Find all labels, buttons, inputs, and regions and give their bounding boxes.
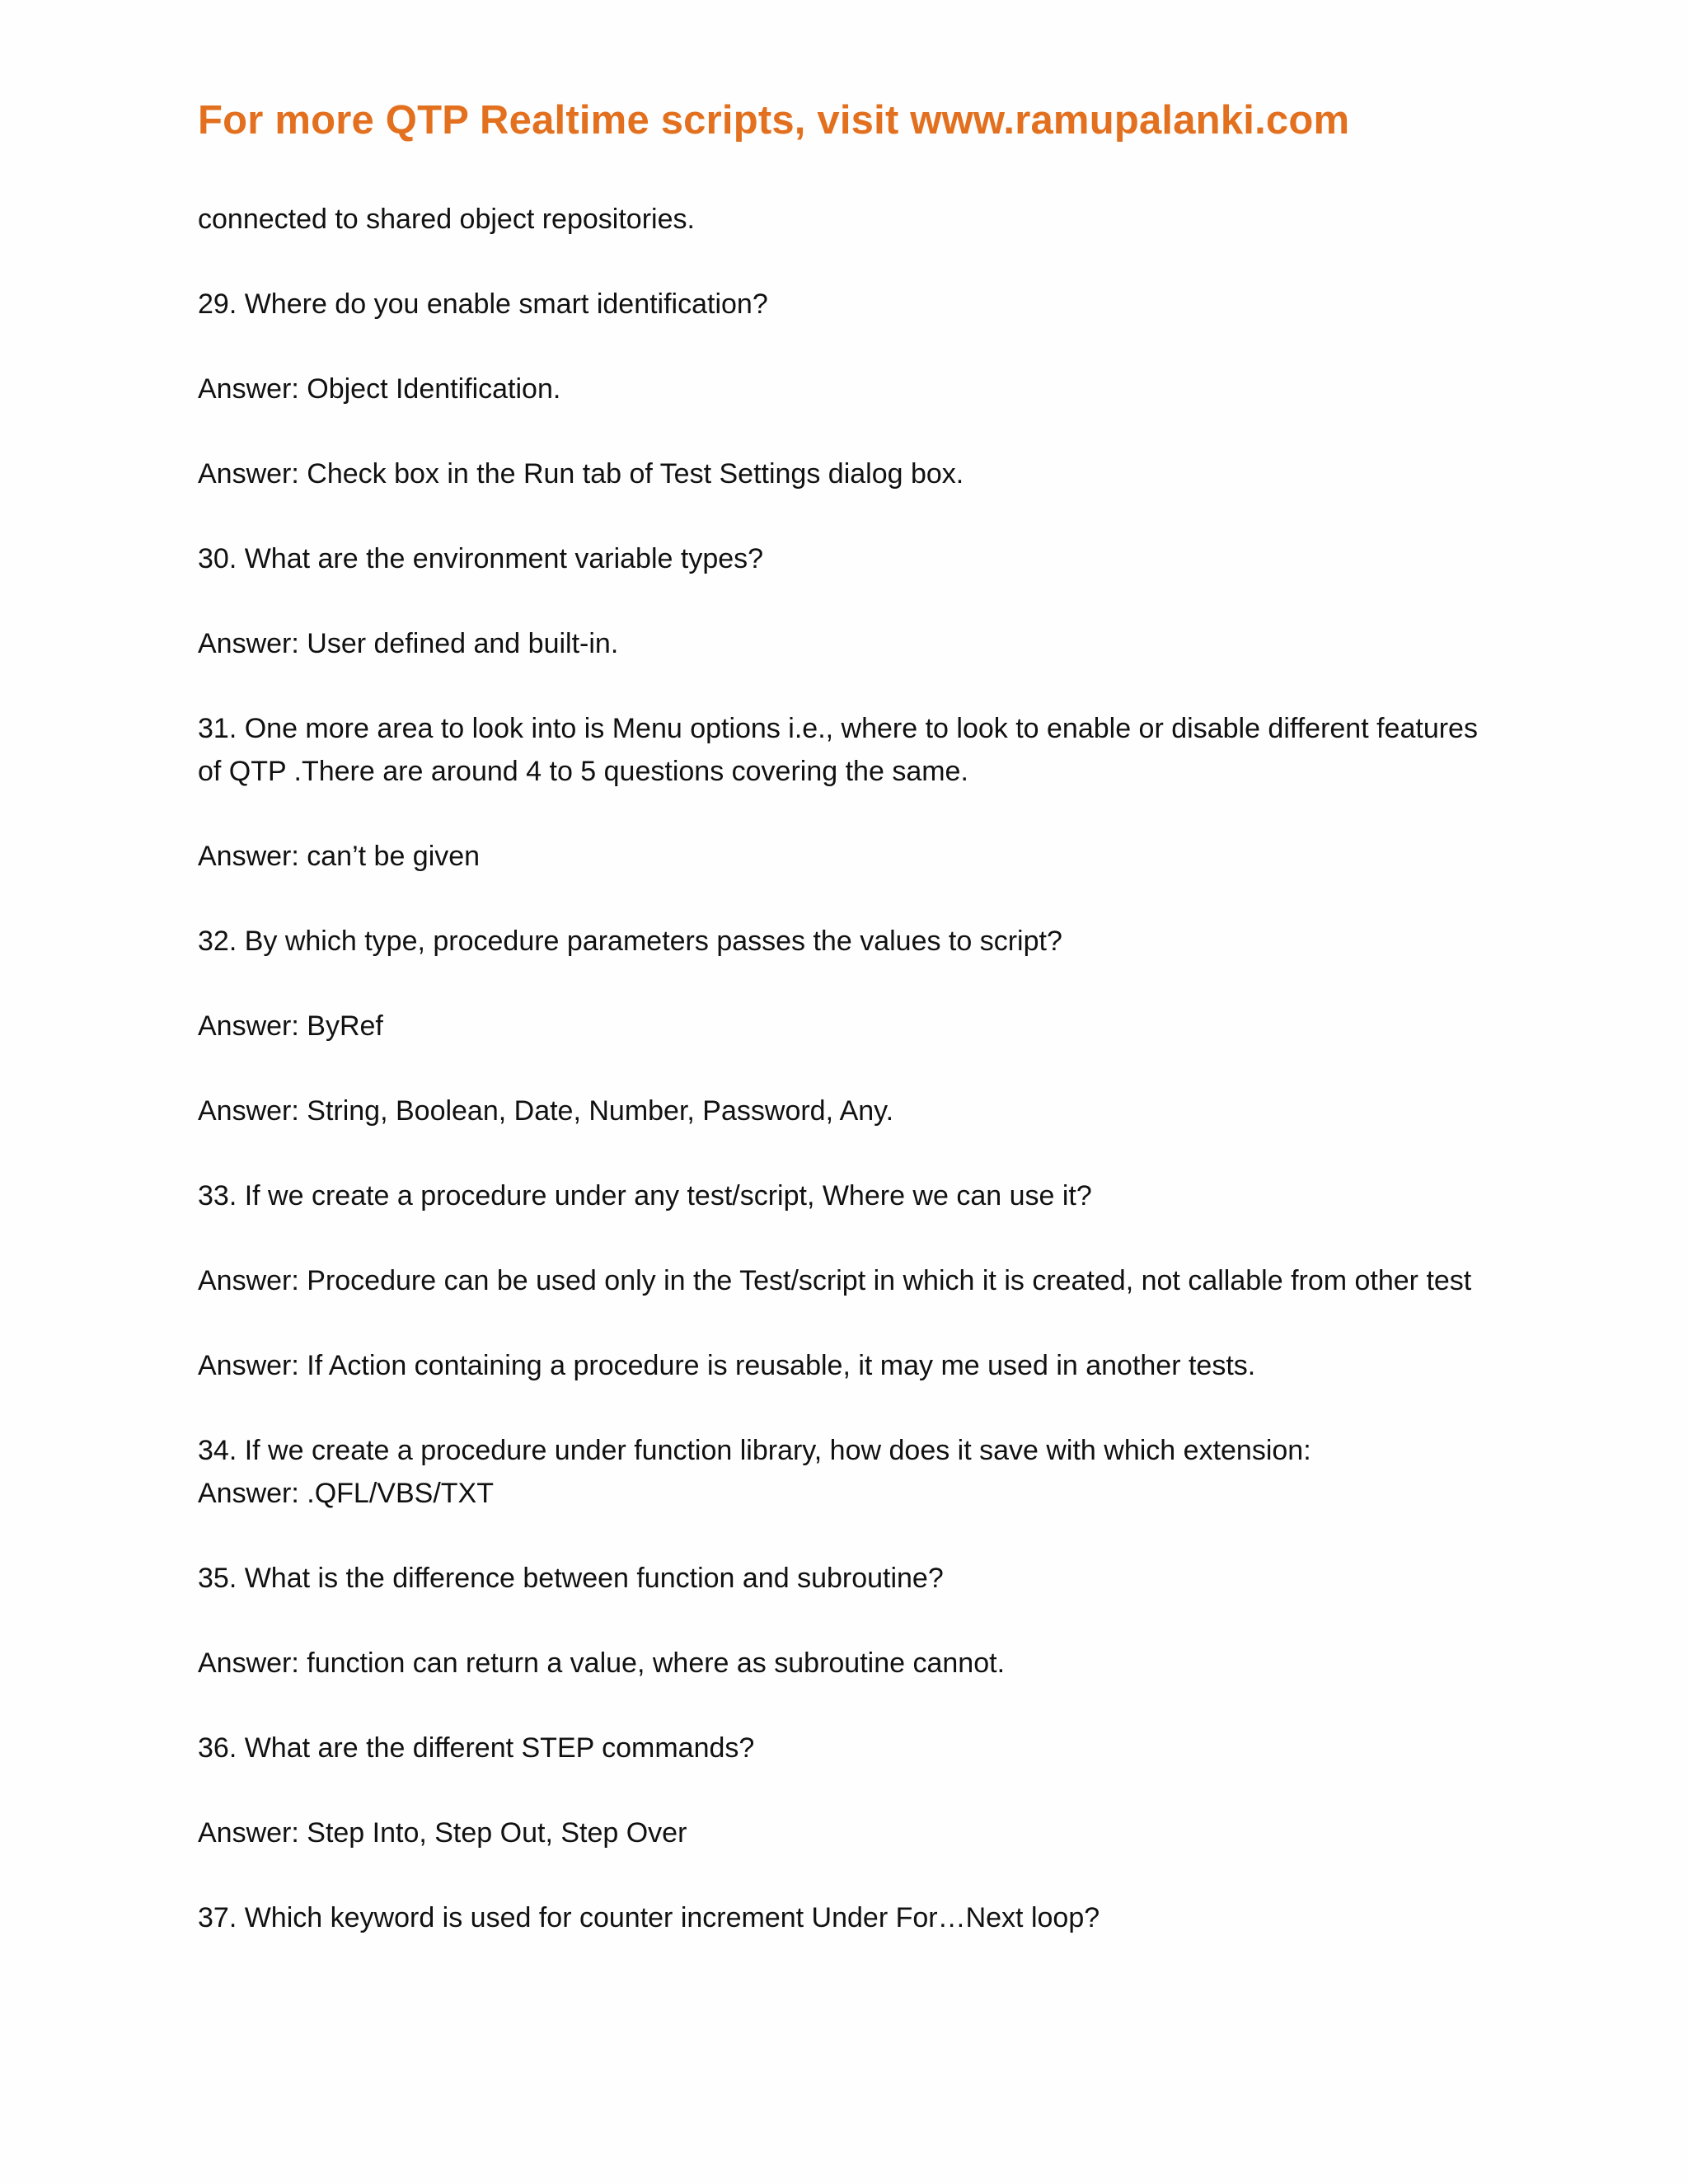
question-30: 30. What are the environment variable types?: [198, 543, 764, 574]
question-34: 34. If we create a procedure under function library, how does it save with which extension: Answer: .QFL/VBS/TXT: [198, 1435, 1311, 1509]
page-header-title: For more QTP Realtime scripts, visit www.ramupalanki.com: [198, 98, 1350, 143]
answer-36: Answer: Step Into, Step Out, Step Over: [198, 1817, 687, 1849]
question-36: 36. What are the different STEP commands?: [198, 1732, 755, 1764]
answer-33-a: Answer: Procedure can be used only in the Test/script in which it is created, not callable from other test: [198, 1265, 1472, 1296]
question-32: 32. By which type, procedure parameters passes the values to script?: [198, 926, 1062, 957]
answer-33-b: Answer: If Action containing a procedure is reusable, it may me used in another tests.: [198, 1350, 1256, 1381]
document-body: [198, 198, 1500, 1981]
question-29: 29. Where do you enable smart identification?: [198, 288, 768, 320]
answer-29-a: Answer: Object Identification.: [198, 373, 561, 405]
question-33: 33. If we create a procedure under any test/script, Where we can use it?: [198, 1180, 1092, 1212]
answer-32-b: Answer: String, Boolean, Date, Number, Password, Any.: [198, 1095, 894, 1127]
answer-30: Answer: User defined and built-in.: [198, 628, 619, 659]
paragraph: connected to shared object repositories.: [198, 204, 695, 235]
answer-35: Answer: function can return a value, where as subroutine cannot.: [198, 1647, 1006, 1679]
answer-32-a: Answer: ByRef: [198, 1010, 383, 1042]
answer-31: Answer: can’t be given: [198, 841, 481, 872]
question-37: 37. Which keyword is used for counter increment Under For…Next loop?: [198, 1902, 1100, 1933]
answer-29-b: Answer: Check box in the Run tab of Test Settings dialog box.: [198, 458, 964, 490]
question-31: 31. One more area to look into is Menu options i.e., where to look to enable or disable different features of QTP .There are around 4 to 5 questions covering the same.: [198, 713, 1478, 787]
question-35: 35. What is the difference between function and subroutine?: [198, 1563, 944, 1594]
